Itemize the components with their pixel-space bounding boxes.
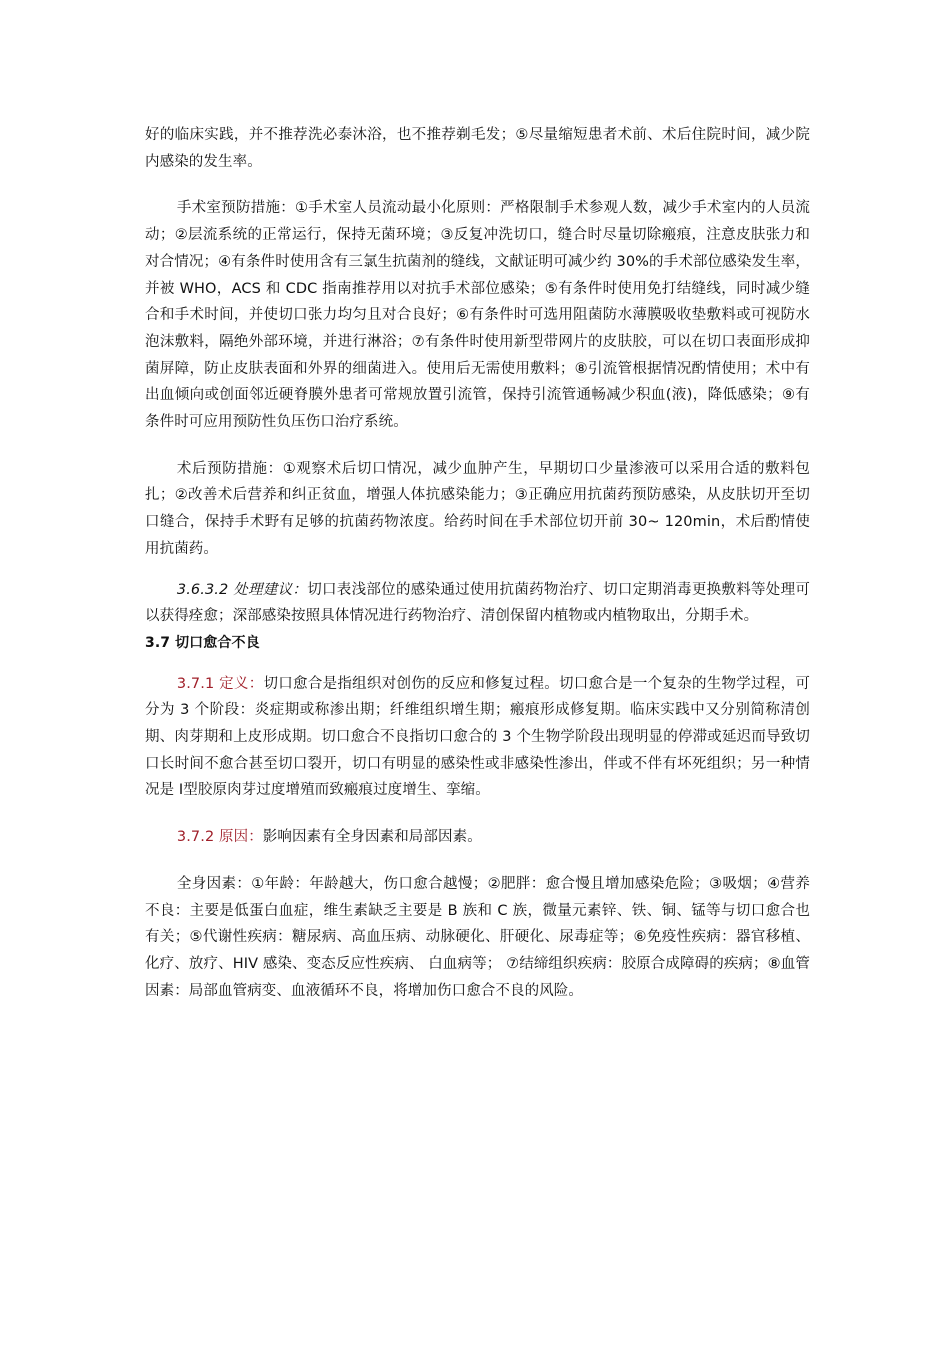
document-page xyxy=(145,122,810,1004)
definition-text: 切口愈合是指组织对创伤的反应和修复过程。切口愈合是一个复杂的生物学过程，可分为 3 个阶段：炎症期或称渗出期；纤维组织增生期；瘢痕形成修复期。临床实践中又分别简称清创期、肉芽期和上皮形成期。切口愈合不良指切口愈合的 3 个生物学阶段出现明显的停滞或延迟而导致切口长时间不愈合甚至切口裂开，切口有明显的感染性或非感染性渗出，伴或不伴有坏死组织；另一种情况是 Ⅰ型胶原肉芽过度增殖而致瘢痕过度增生、挛缩。 xyxy=(145,675,810,799)
section-heading-3-7: 3.7 切口愈合不良 xyxy=(145,634,260,651)
treatment-advice-text: 切口表浅部位的感染通过使用抗菌药物治疗、切口定期消毒更换敷料等处理可以获得痊愈；深部感染按照具体情况进行药物治疗、清创保留内植物或内植物取出，分期手术。 xyxy=(145,581,810,625)
paragraph-postop-prevention: 术后预防措施：①观察术后切口情况，减少血肿产生，早期切口少量渗液可以采用合适的敷料包扎；②改善术后营养和纠正贫血，增强人体抗感染能力；③正确应用抗菌药预防感染，从皮肤切开至切口缝合，保持手术野有足够的抗菌药物浓度。给药时间在手术部位切开前 30~ 120min，术后酌情使用抗菌药。 xyxy=(145,460,810,557)
definition-label: 3.7.1 定义： xyxy=(176,675,264,692)
causes-label: 3.7.2 原因： xyxy=(176,829,263,846)
paragraph-causes xyxy=(145,824,810,851)
treatment-advice-label: 3.6.3.2 处理建议： xyxy=(176,581,308,598)
paragraph-treatment-advice xyxy=(145,577,810,630)
paragraph-systemic-factors: 全身因素：①年龄：年龄越大，伤口愈合越慢；②肥胖：愈合慢且增加感染危险；③吸烟；④营养不良：主要是低蛋白血症，维生素缺乏主要是 B 族和 C 族，微量元素锌、铁、铜、锰等与切口愈合也有关；⑤代谢性疾病：糖尿病、高血压病、动脉硬化、肝硬化、尿毒症等；⑥免疫性疾病：器官移植、化疗、放疗、HIV 感染、变态反应性疾病、 白血病等； ⑦结缔组织疾病：胶原合成障碍的疾病；⑧血管因素：局部血管病变、血液循环不良，将增加伤口愈合不良的风险。 xyxy=(145,875,810,999)
causes-text: 影响因素有全身因素和局部因素。 xyxy=(262,829,482,846)
paragraph-definition xyxy=(145,671,810,805)
paragraph-or-prevention: 手术室预防措施：①手术室人员流动最小化原则：严格限制手术参观人数，减少手术室内的人员流动；②层流系统的正常运行，保持无菌环境；③反复冲洗切口，缝合时尽量切除瘢痕，注意皮肤张力和对合情况；④有条件时使用含有三氯生抗菌剂的缝线，文献证明可减少约 30%的手术部位感染发生率，并被 WHO，ACS 和 CDC 指南推荐用以对抗手术部位感染；⑤有条件时使用免打结缝线，同时减少缝合和手术时间，并使切口张力均匀且对合良好；⑥有条件时可选用阻菌防水薄膜吸收垫敷料或可视防水泡沫敷料，隔绝外部环境，并进行淋浴；⑦有条件时使用新型带网片的皮肤胶，可以在切口表面形成抑菌屏障，防止皮肤表面和外界的细菌进入。使用后无需使用敷料；⑧引流管根据情况酌情使用；术中有出血倾向或创面邻近硬脊膜外患者可常规放置引流管，保持引流管通畅减少积血(液)，降低感染；⑨有条件时可应用预防性负压伤口治疗系统。 xyxy=(145,200,810,431)
paragraph-preop-continued: 好的临床实践，并不推荐洗必泰沐浴，也不推荐剃毛发；⑤尽量缩短患者术前、术后住院时间，减少院内感染的发生率。 xyxy=(145,127,810,170)
